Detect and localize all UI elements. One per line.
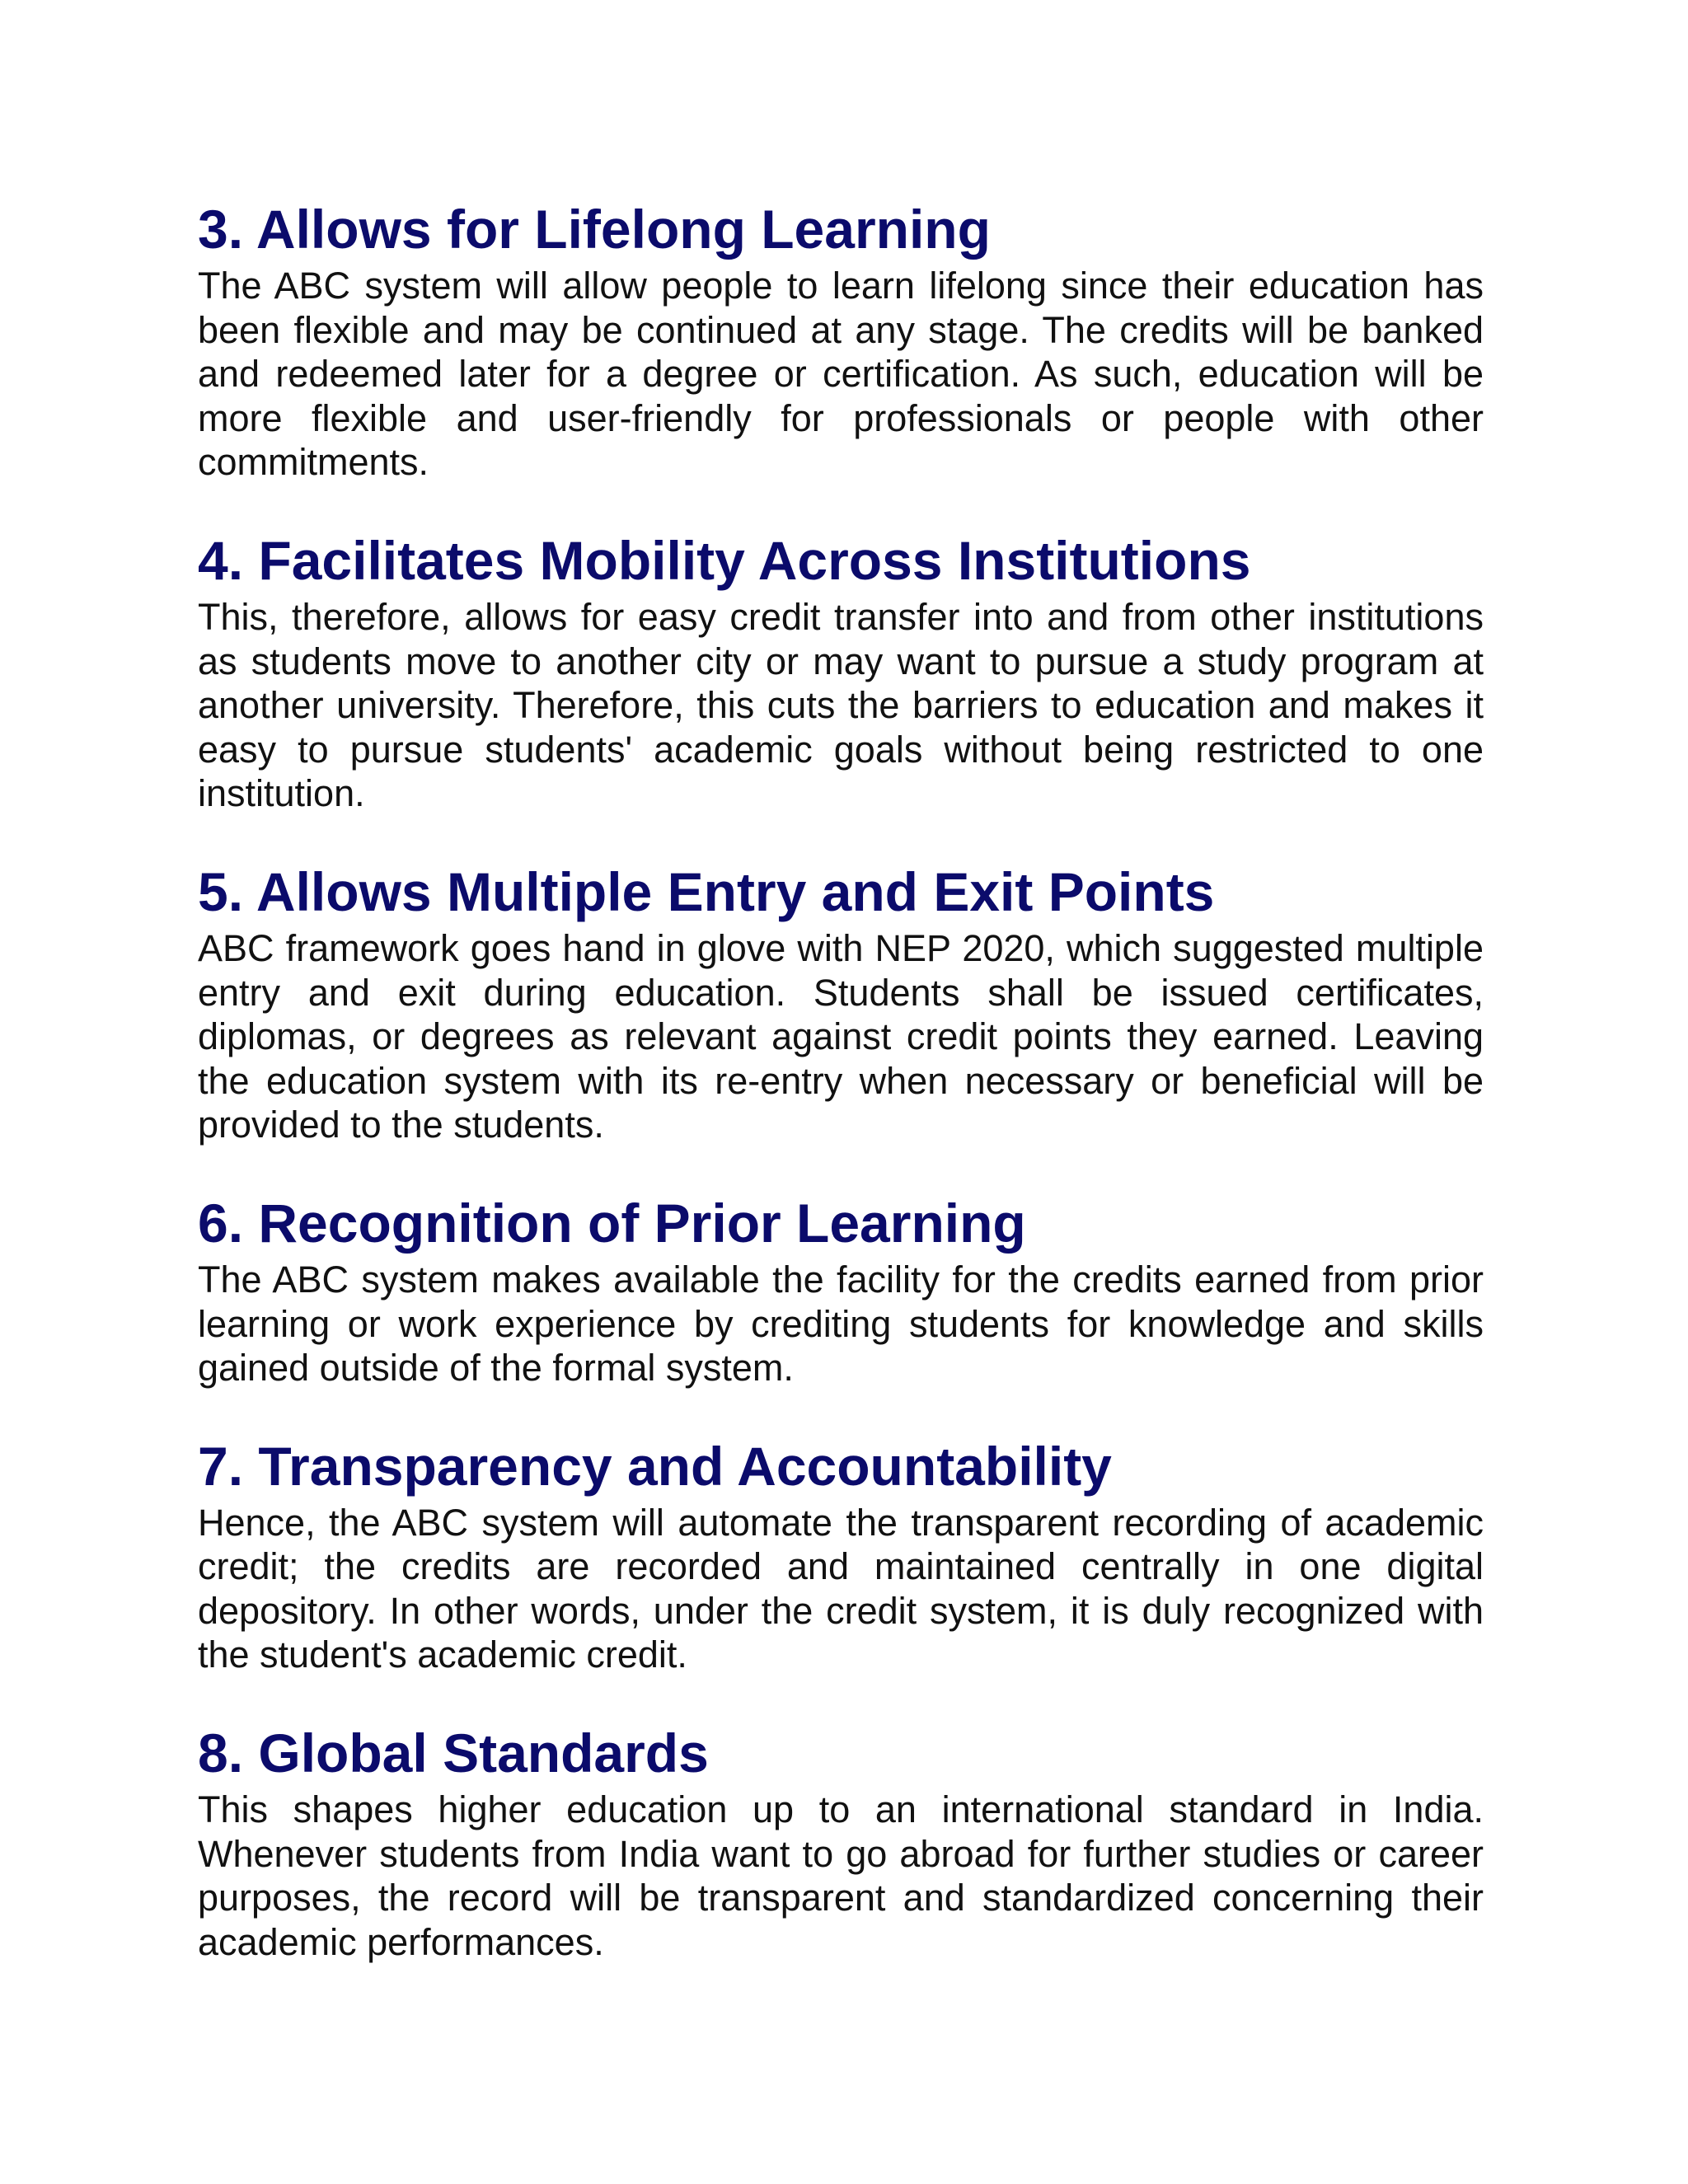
section-heading: 7. Transparency and Accountability — [198, 1435, 1112, 1497]
section-heading: 4. Facilitates Mobility Across Institutions — [198, 529, 1251, 591]
section-heading: 5. Allows Multiple Entry and Exit Points — [198, 860, 1215, 922]
section-multiple-entry-exit — [198, 859, 1484, 1147]
section-paragraph: This, therefore, allows for easy credit transfer into and from other institutions as students move to another city or may want to pursue a study program at another university. Therefore, this cuts the barriers to education and makes it easy to pursue students' academic goals without being restricted to one institution. — [198, 595, 1484, 815]
section-paragraph: This shapes higher education up to an international standard in India. Whenever students from India want to go abroad for further studies or career purposes, the record will be transparent and standardized concerning their academic performances. — [198, 1788, 1484, 1963]
section-paragraph: ABC framework goes hand in glove with NEP 2020, which suggested multiple entry and exit during education. Students shall be issued certificates, diplomas, or degrees as relevant against credit points they earned. Leaving the education system with its re-entry when necessary or beneficial will be provided to the students. — [198, 926, 1484, 1146]
section-lifelong-learning — [198, 196, 1484, 485]
section-paragraph: Hence, the ABC system will automate the transparent recording of academic credit; the credits are recorded and maintained centrally in one digital depository. In other words, under the credit system, it is duly recognized with the student's academic credit. — [198, 1501, 1484, 1676]
section-global-standards — [198, 1720, 1484, 1964]
section-paragraph: The ABC system will allow people to learn lifelong since their education has been flexible and may be continued at any stage. The credits will be banked and redeemed later for a degree or certification. As such, education will be more flexible and user-friendly for professionals or people with other commitments. — [198, 265, 1484, 484]
section-heading: 3. Allows for Lifelong Learning — [198, 199, 991, 260]
section-heading: 8. Global Standards — [198, 1722, 709, 1784]
section-mobility-across-institutions — [198, 527, 1484, 816]
document-body — [198, 196, 1484, 2007]
section-heading: 6. Recognition of Prior Learning — [198, 1192, 1026, 1254]
section-transparency-accountability — [198, 1433, 1484, 1677]
section-prior-learning — [198, 1190, 1484, 1390]
section-paragraph: The ABC system makes available the facility for the credits earned from prior learning or work experience by crediting students for knowledge and skills gained outside of the formal system. — [198, 1258, 1484, 1390]
